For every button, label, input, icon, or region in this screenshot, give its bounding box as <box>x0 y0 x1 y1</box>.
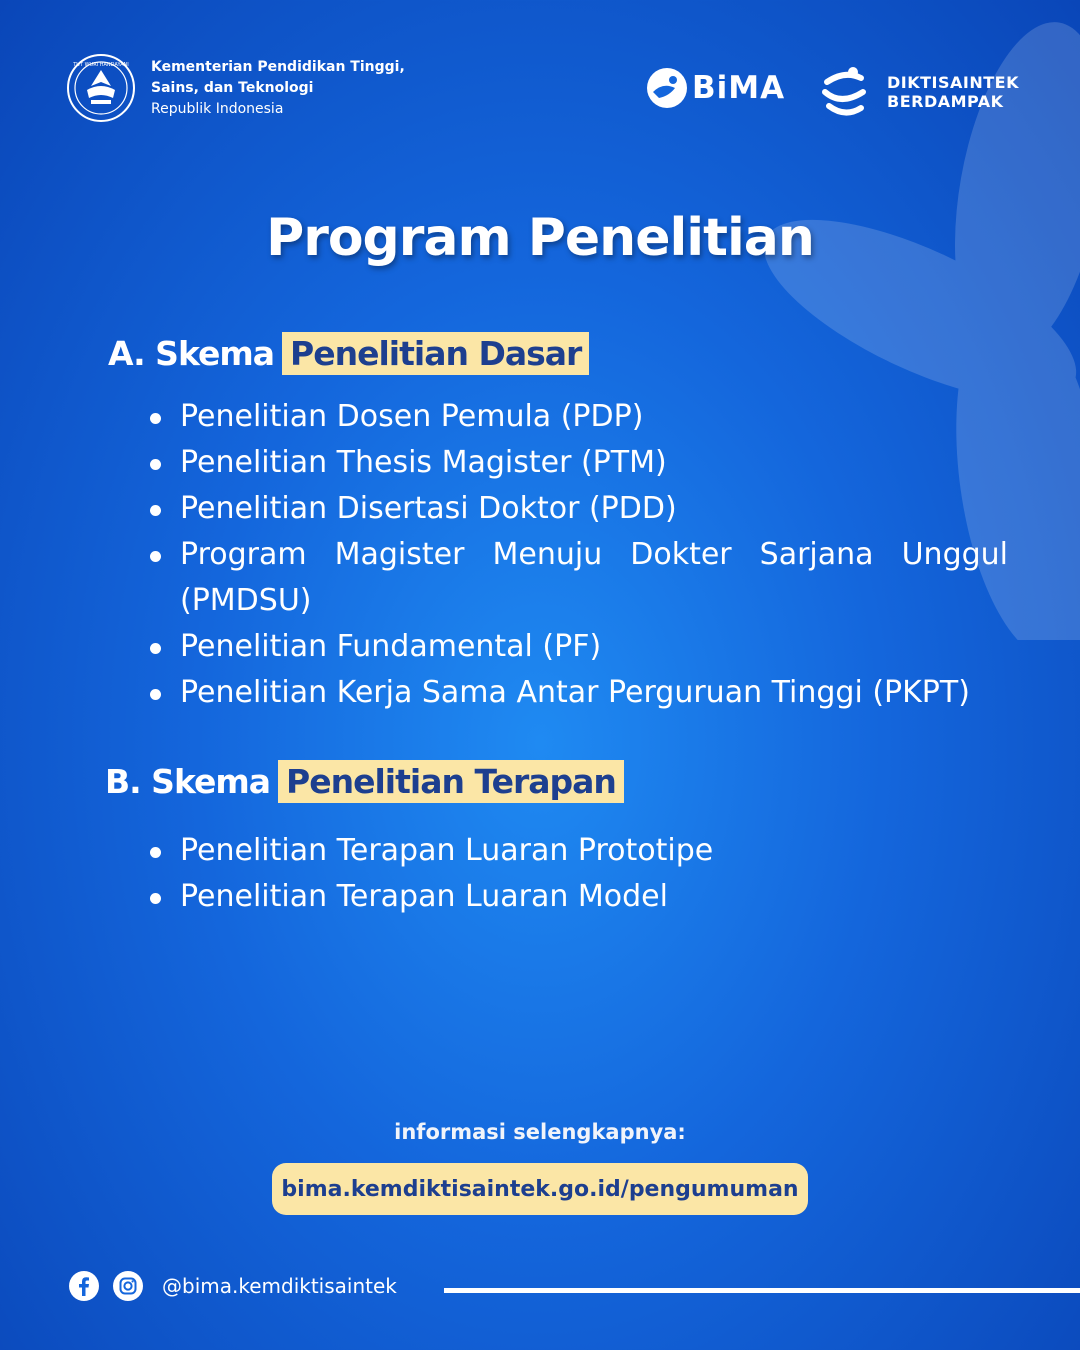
bima-logo <box>645 66 785 110</box>
tut-wuri-handayani-emblem-icon <box>65 52 137 124</box>
bima-wordmark: BiMA <box>692 70 786 106</box>
social-handle[interactable]: @bima.kemdiktisaintek <box>162 1274 397 1298</box>
list-item: Program Magister Menuju Dokter Sarjana Unggul (PMDSU) <box>148 532 1008 624</box>
ministry-name-line2: Sains, dan Teknologi <box>151 79 314 96</box>
list-item: Penelitian Disertasi Doktor (PDD) <box>148 486 1008 532</box>
section-b-prefix: B. Skema <box>105 762 271 801</box>
facebook-icon[interactable] <box>68 1270 100 1302</box>
page-title: Program Penelitian <box>266 208 814 268</box>
dikti-text-line2: BERDAMPAK <box>887 92 1004 111</box>
emblem-motto: TUT WURI HANDAYANI <box>73 62 129 68</box>
instagram-icon[interactable] <box>112 1270 144 1302</box>
footer-social <box>68 1270 397 1302</box>
section-a-highlight: Penelitian Dasar <box>282 332 589 375</box>
ministry-name-line1: Kementerian Pendidikan Tinggi, <box>151 58 405 75</box>
ministry-identity <box>65 52 405 124</box>
list-item: Penelitian Dosen Pemula (PDP) <box>148 394 1008 440</box>
list-item: Penelitian Terapan Luaran Prototipe <box>148 828 1008 874</box>
section-a-prefix: A. Skema <box>108 334 275 373</box>
section-b-highlight: Penelitian Terapan <box>278 760 624 803</box>
ministry-country: Republik Indonesia <box>151 100 284 117</box>
announcement-link[interactable]: bima.kemdiktisaintek.go.id/pengumuman <box>272 1163 808 1215</box>
info-label: informasi selengkapnya: <box>394 1120 686 1144</box>
list-item: Penelitian Kerja Sama Antar Perguruan Tinggi (PKPT) <box>148 670 1008 716</box>
list-item: Penelitian Terapan Luaran Model <box>148 874 1008 920</box>
section-b-list <box>148 828 1008 920</box>
section-b-heading <box>105 760 624 803</box>
section-a-heading <box>108 332 589 375</box>
dikti-text-line1: DIKTISAINTEK <box>887 73 1019 92</box>
list-item: Penelitian Fundamental (PF) <box>148 624 1008 670</box>
list-item: Penelitian Thesis Magister (PTM) <box>148 440 1008 486</box>
bima-globe-icon <box>645 66 689 110</box>
header <box>65 52 1019 132</box>
footer-divider <box>444 1288 1080 1293</box>
diktisaintek-swirl-icon <box>815 62 875 122</box>
section-a-list <box>148 394 1008 716</box>
diktisaintek-berdampak-logo <box>815 62 1019 122</box>
